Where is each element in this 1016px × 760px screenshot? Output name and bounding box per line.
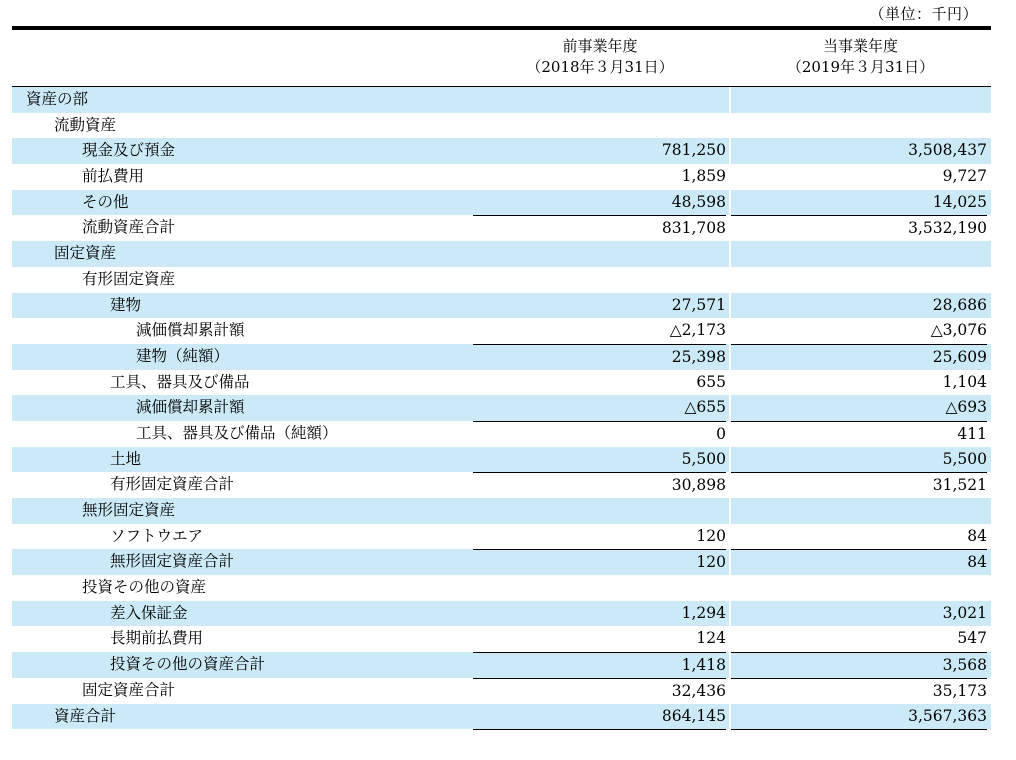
table-row — [12, 498, 991, 524]
table-row-total — [12, 678, 991, 704]
row-label: その他 — [82, 192, 129, 211]
row-label: 資産合計 — [54, 706, 117, 725]
row-label: 工具、器具及び備品（純額） — [136, 423, 338, 442]
current-value: 3,568 — [731, 652, 987, 679]
row-label: 固定資産 — [54, 244, 117, 263]
table-row-total — [12, 421, 991, 447]
prior-value: 831,708 — [473, 215, 726, 242]
row-label: 建物（純額） — [136, 346, 230, 365]
row-label: 固定資産合計 — [82, 680, 176, 699]
table-row-total — [12, 472, 991, 498]
table-row — [12, 164, 991, 190]
current-value: 3,567,363 — [731, 704, 987, 731]
prior-value: 1,418 — [473, 652, 726, 679]
row-label: 無形固定資産 — [82, 501, 176, 519]
current-value: △3,076 — [930, 321, 987, 340]
row-label: 無形固定資産合計 — [110, 552, 235, 571]
table-row — [12, 395, 991, 421]
prior-value: 30,898 — [473, 472, 726, 499]
table-row-total — [12, 344, 991, 370]
prior-value: 120 — [696, 526, 726, 545]
row-label: ソフトウエア — [110, 526, 204, 545]
row-label: 現金及び預金 — [82, 141, 176, 160]
prior-value: △2,173 — [669, 321, 726, 340]
prior-value: 27,571 — [671, 295, 726, 314]
table-row-grand-total — [12, 704, 991, 730]
table-row — [12, 190, 991, 216]
prior-value: 5,500 — [681, 449, 726, 468]
balance-sheet-table — [12, 26, 991, 729]
table-row — [12, 113, 991, 139]
current-value: 35,173 — [731, 678, 987, 705]
header-current-year-date: （2019年３月31日） — [786, 58, 935, 76]
current-value: 28,686 — [932, 295, 987, 314]
header-current-year-title: 当事業年度 — [822, 37, 898, 55]
current-value: 84 — [967, 526, 987, 545]
prior-value: 864,145 — [473, 704, 726, 731]
row-label: 土地 — [110, 449, 142, 468]
table-row — [12, 447, 991, 473]
prior-value: 32,436 — [473, 678, 726, 705]
table-row-total — [12, 549, 991, 575]
row-label: 投資その他の資産 — [82, 578, 207, 597]
prior-value: 120 — [473, 549, 726, 576]
table-row — [12, 293, 991, 319]
table-row — [12, 601, 991, 627]
table-row — [12, 241, 991, 267]
prior-value: 655 — [696, 372, 726, 391]
row-label: 流動資産合計 — [82, 218, 176, 237]
current-value: 14,025 — [932, 192, 987, 211]
prior-value: 1,859 — [681, 167, 726, 186]
current-value: 411 — [731, 421, 987, 448]
header-prior-year-title: 前事業年度 — [562, 37, 638, 55]
current-value: 5,500 — [942, 449, 987, 468]
prior-value: △655 — [684, 398, 726, 417]
table-row — [12, 370, 991, 396]
row-label: 有形固定資産合計 — [110, 475, 235, 494]
current-value: 3,508,437 — [908, 141, 987, 160]
table-row — [12, 575, 991, 601]
prior-value: 781,250 — [661, 141, 726, 160]
table-row — [12, 87, 991, 113]
current-value: 31,521 — [731, 472, 987, 499]
prior-value: 124 — [696, 629, 726, 648]
row-label: 流動資産 — [54, 115, 117, 134]
row-label: 資産の部 — [26, 90, 89, 108]
table-row — [12, 524, 991, 550]
row-label: 工具、器具及び備品 — [110, 372, 250, 391]
header-prior-year-date: （2018年３月31日） — [526, 58, 674, 76]
row-label: 有形固定資産 — [82, 269, 176, 288]
table-row-total — [12, 652, 991, 678]
prior-value: 25,398 — [473, 344, 726, 371]
prior-value: 48,598 — [671, 192, 726, 211]
current-value: △693 — [945, 398, 987, 417]
table-header — [12, 30, 991, 87]
table-row — [12, 626, 991, 652]
table-row — [12, 267, 991, 293]
prior-value: 0 — [473, 421, 726, 448]
prior-value: 1,294 — [681, 603, 726, 622]
row-label: 投資その他の資産合計 — [110, 655, 266, 674]
current-value: 9,727 — [942, 167, 987, 186]
row-label: 減価償却累計額 — [136, 321, 245, 340]
current-value: 3,021 — [942, 603, 987, 622]
header-prior-year — [474, 36, 726, 78]
table-row — [12, 318, 991, 344]
unit-label: （単位：千円） — [869, 5, 978, 23]
row-label: 前払費用 — [82, 167, 145, 186]
row-label: 差入保証金 — [110, 603, 188, 622]
table-row-total — [12, 215, 991, 241]
current-value: 3,532,190 — [731, 215, 987, 242]
current-value: 84 — [731, 549, 987, 576]
current-value: 1,104 — [942, 372, 987, 391]
row-label: 減価償却累計額 — [136, 398, 245, 417]
row-label: 長期前払費用 — [110, 629, 204, 648]
header-current-year — [730, 36, 991, 78]
current-value: 25,609 — [731, 344, 987, 371]
table-row — [12, 138, 991, 164]
row-label: 建物 — [110, 295, 142, 314]
current-value: 547 — [957, 629, 987, 648]
